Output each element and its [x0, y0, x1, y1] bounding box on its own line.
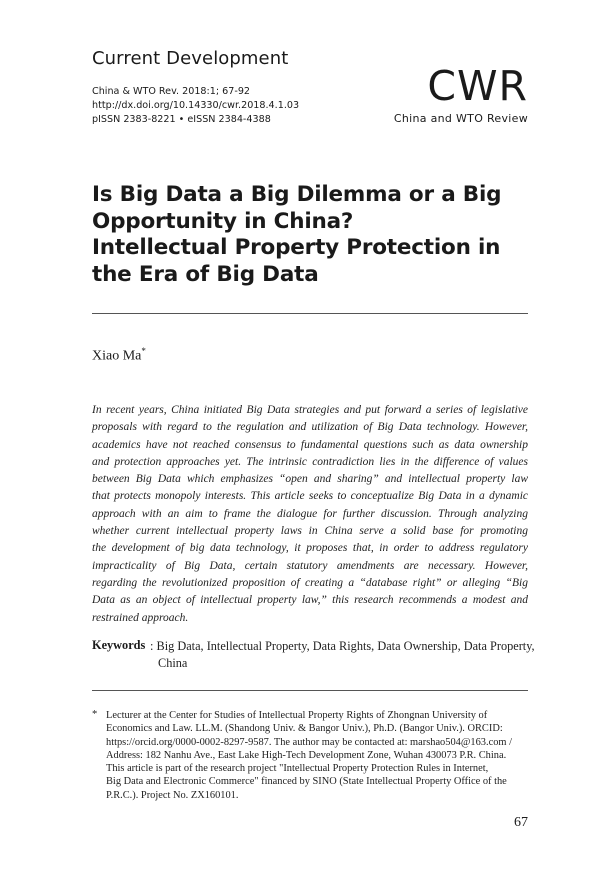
page-number: 67 — [514, 815, 528, 830]
citation-volume-pages: 2018:1; 67-92 — [182, 86, 251, 97]
footnote-line: Economics and Law. LL.M. (Shandong Univ. & Bangor Univ.), Ph.D. (Bangor Univ.). ORCID: — [106, 723, 503, 735]
abstract-line: impracticality of Big Data, certain statutory amendments are necessary. However, — [92, 559, 528, 572]
title-line: the Era of Big Data — [92, 261, 319, 287]
author-footnote-mark[interactable]: * — [141, 346, 146, 356]
footnote-line: Address: 182 Nanhu Ave., East Lake High-Tech Development Zone, Wuhan 430073 P.R. China. — [106, 749, 507, 761]
abstract-line: academics have not reached consensus to fundamental questions such as data ownership — [92, 438, 528, 451]
journal-logo: CWR — [427, 62, 528, 110]
abstract-line: between Big Data which emphasizes “open and sharing” and intellectual property law — [92, 473, 528, 486]
footnote-line: Big Data and Electronic Commerce" financed by SINO (State Intellectual Property Office of the — [106, 776, 507, 788]
author-footnote — [106, 709, 528, 802]
abstract-line: regarding the revolutionized proposition of creating a “database right” or alleging “Big — [92, 576, 528, 589]
abstract-line: restrained approach. — [92, 611, 189, 624]
abstract-line: that protects monopoly interests. This article seeks to conceptualize Big Data in a dynamic — [92, 490, 528, 503]
abstract-line: the development of big data technology, it proposes that, in order to address regulatory — [92, 542, 528, 555]
title-line: Is Big Data a Big Dilemma or a Big — [92, 182, 502, 207]
journal-logo-subtitle: China and WTO Review — [393, 112, 528, 125]
abstract-line: whether current intellectual property laws in China serve a solid base for promoting — [92, 525, 528, 538]
keywords-label: Keywords — [92, 638, 146, 652]
journal-abbrev: China & WTO Rev. — [92, 86, 180, 97]
abstract-line: Data as an object of intellectual property law,” this research recommends a modest and — [92, 594, 528, 607]
footnote-divider — [92, 690, 528, 691]
keywords-list — [150, 638, 535, 672]
footnote-line: P.R.C.). Project No. ZX160101. — [106, 789, 239, 801]
doi-link[interactable]: http://dx.doi.org/10.14330/cwr.2018.4.1.03 — [92, 100, 300, 111]
abstract-line: approach with an aim to frame the dialogue for further discussion. Through analyzing — [92, 507, 528, 520]
title-line: Opportunity in China? — [92, 208, 354, 234]
footnote-line: Lecturer at the Center for Studies of Intellectual Property Rights of Zhongnan University of — [106, 710, 488, 721]
abstract-line: In recent years, China initiated Big Data strategies and put forward a series of legislative — [92, 404, 528, 416]
article-title — [92, 182, 542, 288]
abstract — [92, 402, 528, 627]
journal-citation — [92, 86, 250, 97]
footnote-mark: * — [92, 709, 98, 720]
abstract-line: proposals with regard to the regulation and utilization of Big Data technology. However, — [92, 421, 528, 434]
keywords-line: China — [158, 656, 188, 670]
abstract-line: and protection approaches yet. The intrinsic contradiction lies in the difference of values — [92, 455, 528, 468]
issn-line: pISSN 2383-8221 • eISSN 2384-4388 — [92, 114, 271, 125]
section-label: Current Development — [92, 48, 289, 69]
author-name — [92, 346, 146, 365]
keywords-line: : Big Data, Intellectual Property, Data Rights, Data Ownership, Data Property, — [150, 639, 535, 653]
footnote-line: This article is part of the research project "Intellectual Property Protection Rules in Internet, — [106, 763, 489, 775]
title-divider — [92, 313, 528, 314]
title-line: Intellectual Property Protection in — [92, 235, 501, 260]
author-name-text: Xiao Ma — [92, 348, 142, 364]
footnote-line: https://orcid.org/0000-0002-8297-9587. The author may be contacted at: marshao504@163.com / — [106, 736, 512, 748]
